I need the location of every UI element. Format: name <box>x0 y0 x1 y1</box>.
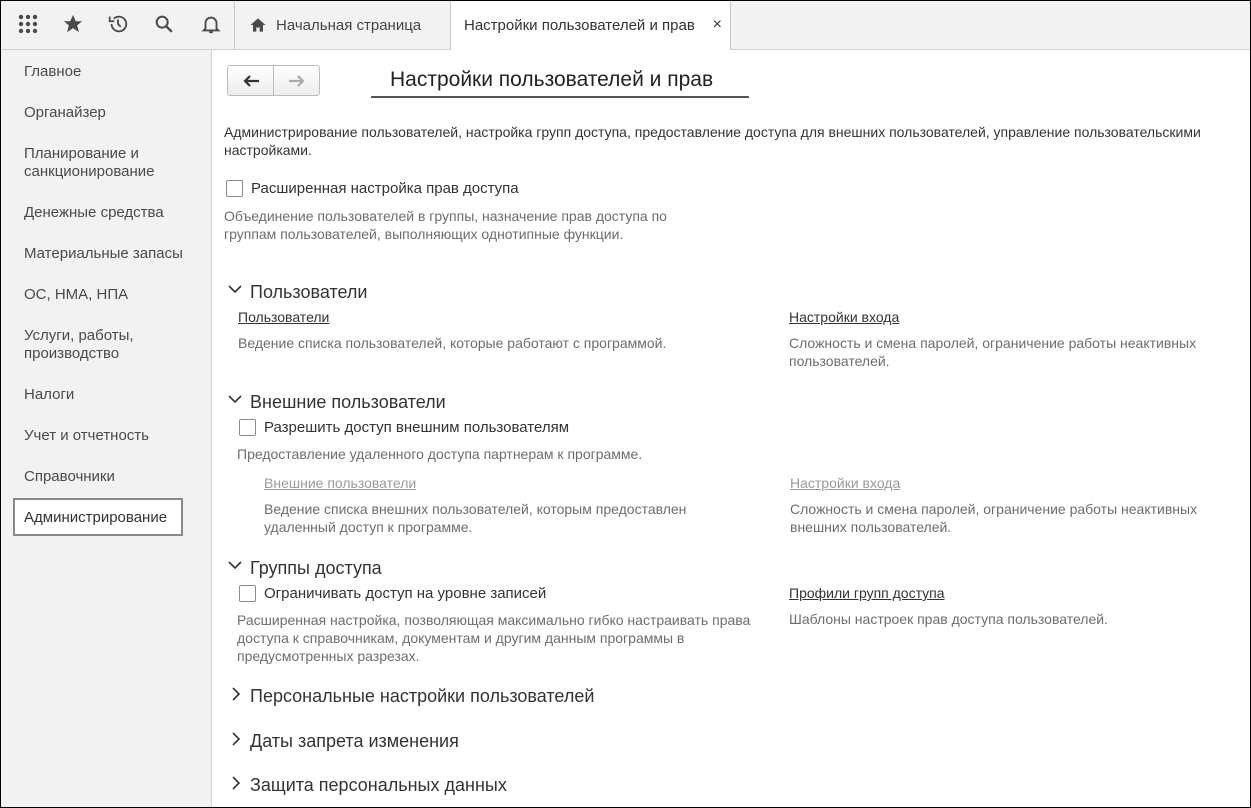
users-link[interactable]: Пользователи <box>238 309 330 325</box>
section-personal-settings-title[interactable]: Персональные настройки пользователей <box>250 686 595 706</box>
section-users-title[interactable]: Пользователи <box>250 282 368 302</box>
tab-home[interactable] <box>235 1 451 49</box>
sidebar-item-organizer[interactable]: Органайзер <box>24 104 106 121</box>
main-content <box>212 50 1250 807</box>
chevron-down-icon[interactable] <box>228 392 242 409</box>
allow-external-description: Предоставление удаленного доступа партнерам к программе. <box>237 446 643 462</box>
login-settings-description: Сложность и смена паролей, ограничение работы неактивных пользователей. <box>789 335 1197 369</box>
sidebar-item-administration[interactable]: Администрирование <box>24 509 168 526</box>
search-icon[interactable] <box>151 11 177 37</box>
allow-external-checkbox[interactable] <box>239 419 256 436</box>
chevron-down-icon[interactable] <box>228 282 242 299</box>
sidebar-item-reporting[interactable]: Учет и отчетность <box>24 427 149 444</box>
chevron-right-icon[interactable] <box>229 687 243 704</box>
access-group-profiles-link[interactable]: Профили групп доступа <box>789 585 945 601</box>
arrow-left-icon <box>242 74 260 88</box>
sidebar <box>1 50 212 807</box>
chevron-down-icon[interactable] <box>228 558 242 575</box>
section-change-dates-title[interactable]: Даты запрета изменения <box>250 731 459 751</box>
section-access-groups-title[interactable]: Группы доступа <box>250 558 382 578</box>
back-button[interactable] <box>228 66 274 95</box>
external-users-description: Ведение списка внешних пользователей, которым предоставлен удаленный доступ к программе. <box>264 501 687 535</box>
section-personal-data-title[interactable]: Защита персональных данных <box>250 775 507 795</box>
sidebar-item-planning[interactable]: Планирование и санкционирование <box>24 145 155 180</box>
sidebar-item-taxes[interactable]: Налоги <box>24 386 75 403</box>
nav-buttons <box>227 65 320 96</box>
sidebar-item-main[interactable]: Главное <box>24 63 82 80</box>
record-level-checkbox[interactable] <box>239 585 256 602</box>
access-group-profiles-description: Шаблоны настроек прав доступа пользователей. <box>789 611 1108 627</box>
advanced-rights-description: Объединение пользователей в группы, назначение прав доступа по группам пользователей, выполняющих однотипные функции. <box>224 208 667 242</box>
record-level-description: Расширенная настройка, позволяющая максимально гибко настраивать права доступа к справочникам, документам и другим данным программы в предусмотренных разрезах. <box>237 612 751 664</box>
external-users-link[interactable]: Внешние пользователи <box>264 475 417 491</box>
chevron-right-icon[interactable] <box>229 732 243 749</box>
users-link-description: Ведение списка пользователей, которые работают с программой. <box>238 335 667 351</box>
section-external-users-title[interactable]: Внешние пользователи <box>250 392 446 412</box>
apps-grid-icon[interactable] <box>15 11 41 37</box>
tab-active-label: Настройки пользователей и прав <box>464 17 695 34</box>
login-settings-link[interactable]: Настройки входа <box>789 309 900 325</box>
arrow-right-icon <box>288 74 306 88</box>
advanced-rights-checkbox[interactable] <box>226 180 243 197</box>
sidebar-item-money[interactable]: Денежные средства <box>24 204 164 221</box>
forward-button[interactable] <box>274 66 319 95</box>
page-title: Настройки пользователей и прав <box>371 68 749 98</box>
sidebar-item-inventory[interactable]: Материальные запасы <box>24 245 183 262</box>
bell-icon[interactable] <box>198 11 224 37</box>
tab-home-label: Начальная страница <box>276 16 422 34</box>
sidebar-item-references[interactable]: Справочники <box>24 468 115 485</box>
close-icon[interactable]: × <box>712 16 722 33</box>
external-login-settings-link[interactable]: Настройки входа <box>790 475 901 491</box>
star-icon[interactable] <box>60 11 86 37</box>
allow-external-label[interactable]: Разрешить доступ внешним пользователям <box>264 419 570 436</box>
record-level-label[interactable]: Ограничивать доступ на уровне записей <box>264 585 547 602</box>
top-toolbar <box>1 1 1250 50</box>
sidebar-item-services[interactable]: Услуги, работы, производство <box>24 327 134 362</box>
sidebar-item-fixed-assets[interactable]: ОС, НМА, НПА <box>24 286 129 303</box>
tab-user-settings[interactable] <box>451 1 731 50</box>
advanced-rights-label[interactable]: Расширенная настройка прав доступа <box>251 180 519 197</box>
home-icon <box>248 15 268 35</box>
history-icon[interactable] <box>105 11 131 37</box>
external-login-settings-description: Сложность и смена паролей, ограничение работы неактивных внешних пользователей. <box>790 501 1198 535</box>
chevron-right-icon[interactable] <box>229 776 243 793</box>
intro-text: Администрирование пользователей, настройка групп доступа, предоставление доступа для внешних пользователей, управление пользовательскими настройками. <box>224 124 1201 158</box>
